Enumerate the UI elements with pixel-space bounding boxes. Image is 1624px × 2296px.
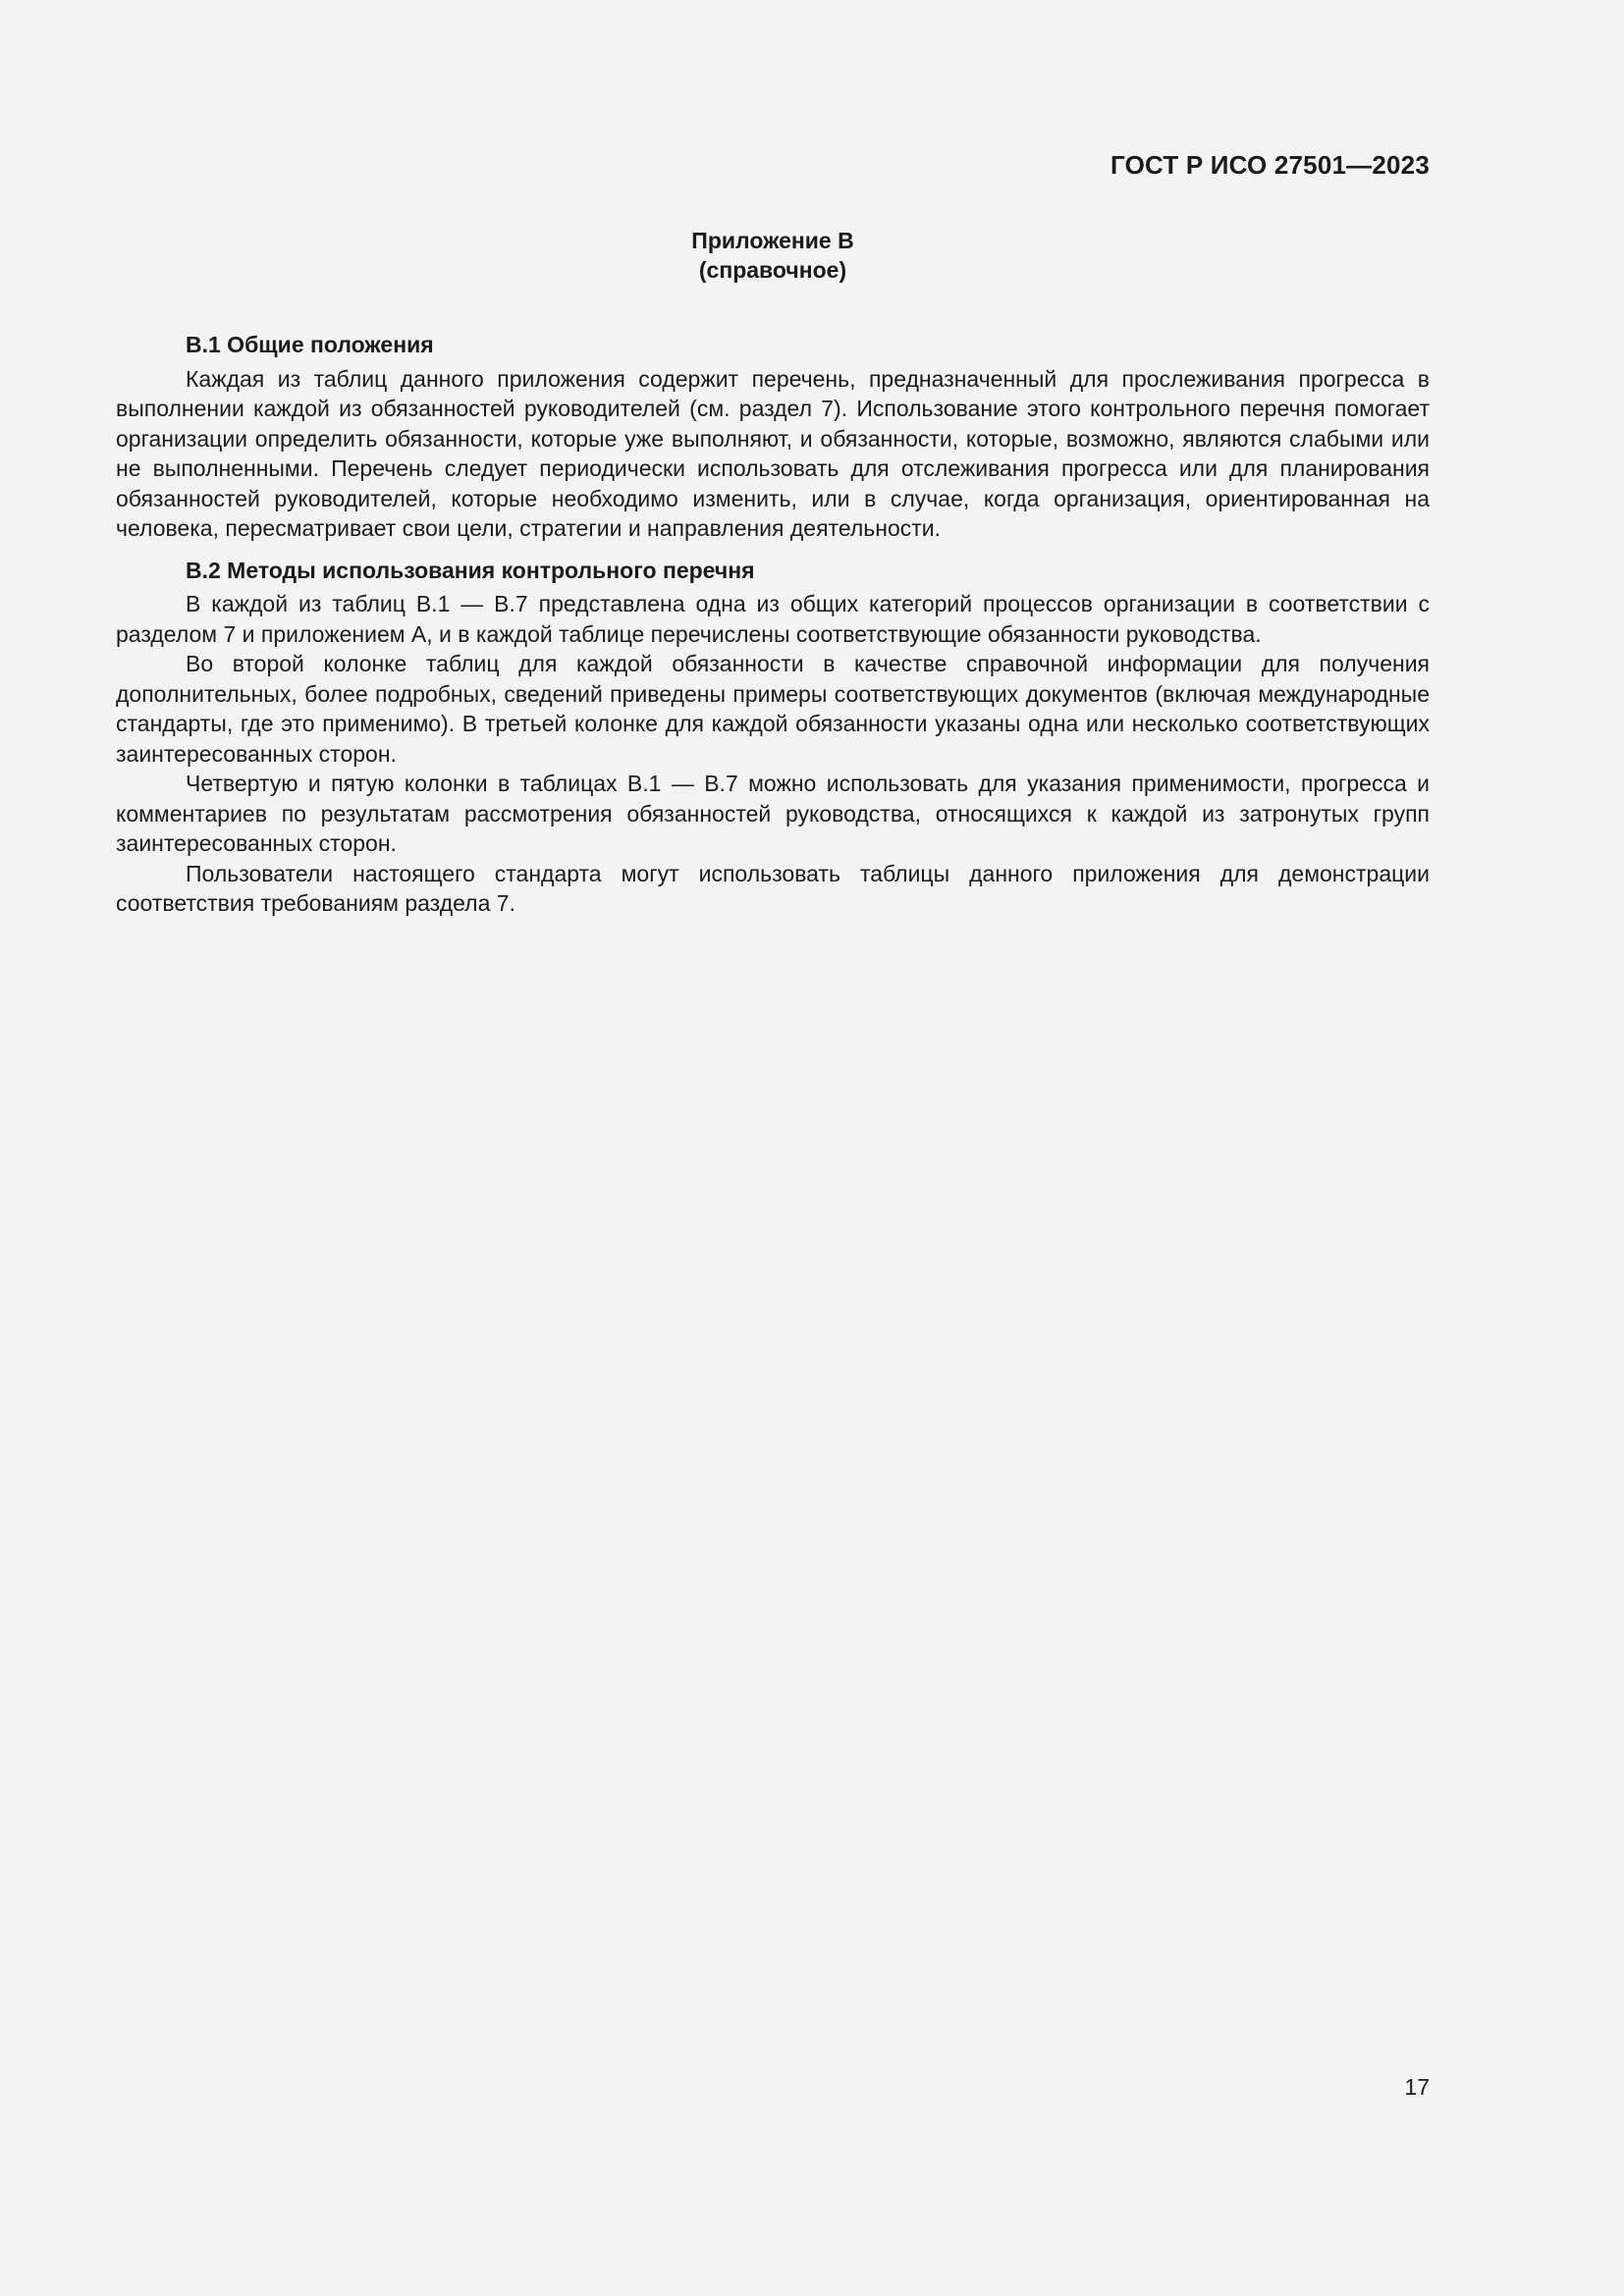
document-code: ГОСТ Р ИСО 27501—2023	[1110, 150, 1430, 180]
section-general	[116, 330, 1430, 544]
annex-subtitle: (справочное)	[698, 257, 847, 283]
annex-heading	[116, 226, 1430, 285]
section-heading: В.2 Методы использования контрольного перечня	[186, 557, 755, 583]
page-number: 17	[1404, 2074, 1430, 2100]
paragraph: Четвертую и пятую колонки в таблицах В.1 — В.7 можно использовать для указания применимости, прогресса и комментариев по результатам рассмотрения обязанностей руководства, относящихся к каждой из затронутых групп заинтересованных сторон.	[116, 771, 1430, 856]
paragraph: В каждой из таблиц В.1 — В.7 представлена одна из общих категорий процессов организации в соответствии с разделом 7 и приложением А, и в каждой таблице перечислены соответствующие обязанности руководства.	[116, 591, 1430, 647]
paragraph: Пользователи настоящего стандарта могут использовать таблицы данного приложения для демонстрации соответствия требованиям раздела 7.	[116, 860, 1430, 916]
section-heading: В.1 Общие положения	[186, 332, 434, 357]
section-checklist-methods	[116, 556, 1430, 919]
paragraph: Каждая из таблиц данного приложения содержит перечень, предназначенный для прослеживания прогресса в выполнении каждой из обязанностей руководителей (см. раздел 7). Использование этого контрольного перечня помогает организации определить обязанности, которые уже выполняют, и обязанности, которые, возможно, являются слабыми или не выполненными. Перечень следует периодически использовать для отслеживания прогресса или для планирования обязанностей руководителей, которые необходимо изменить, или в случае, когда организация, ориентированная на человека, пересматривает свои цели, стратегии и направления деятельности.	[116, 365, 1430, 541]
paragraph: Во второй колонке таблиц для каждой обязанности в качестве справочной информации для получения дополнительных, более подробных, сведений приведены примеры соответствующих документов (включая международные стандарты, где это применимо). В третьей колонке для каждой обязанности указаны одна или несколько соответствующих заинтересованных сторон.	[116, 651, 1430, 767]
annex-title: Приложение В	[691, 228, 854, 253]
document-body	[116, 330, 1430, 919]
